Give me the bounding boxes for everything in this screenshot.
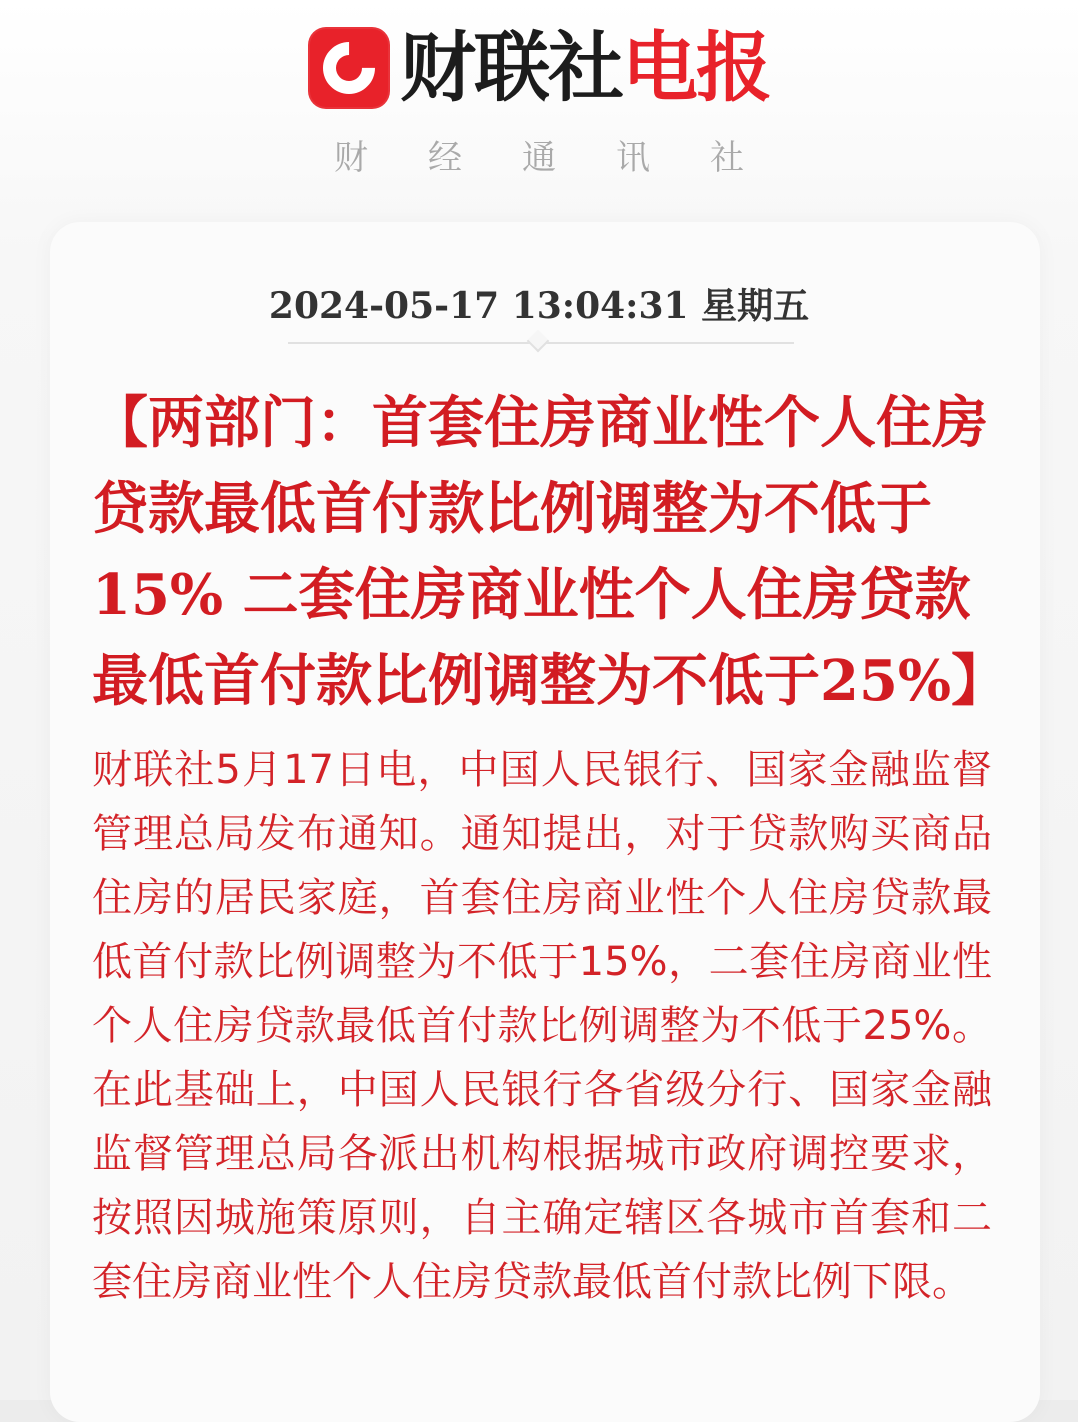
- brand-subtitle: 财经通讯社: [334, 138, 804, 178]
- brand-name: [400, 23, 770, 112]
- brand-header: [0, 18, 1078, 118]
- brand-name-red: 电报: [622, 23, 770, 112]
- article-body: 财联社5月17日电，中国人民银行、国家金融监督管理总局发布通知。通知提出，对于贷款购买商品住房的居民家庭，首套住房商业性个人住房贷款最低首付款比例调整为不低于15%，二套住房商业性个人住房贷款最低首付款比例调整为不低于25%。在此基础上，中国人民银行各省级分行、国家金融监督管理总局各派出机构根据城市政府调控要求，按照因城施策原则，自主确定辖区各城市首套和二套住房商业性个人住房贷款最低首付款比例下限。: [92, 747, 992, 1305]
- brand-name-black: 财联社: [400, 23, 622, 112]
- article-headline: 【两部门：首套住房商业性个人住房贷款最低首付款比例调整为不低于15% 二套住房商业性个人住房贷款最低首付款比例调整为不低于25%】: [92, 390, 1008, 714]
- article-datetime: 2024-05-17 13:04:31 星期五: [268, 285, 810, 327]
- cls-logo-icon: [308, 27, 390, 109]
- logo-c-glyph: [312, 31, 386, 105]
